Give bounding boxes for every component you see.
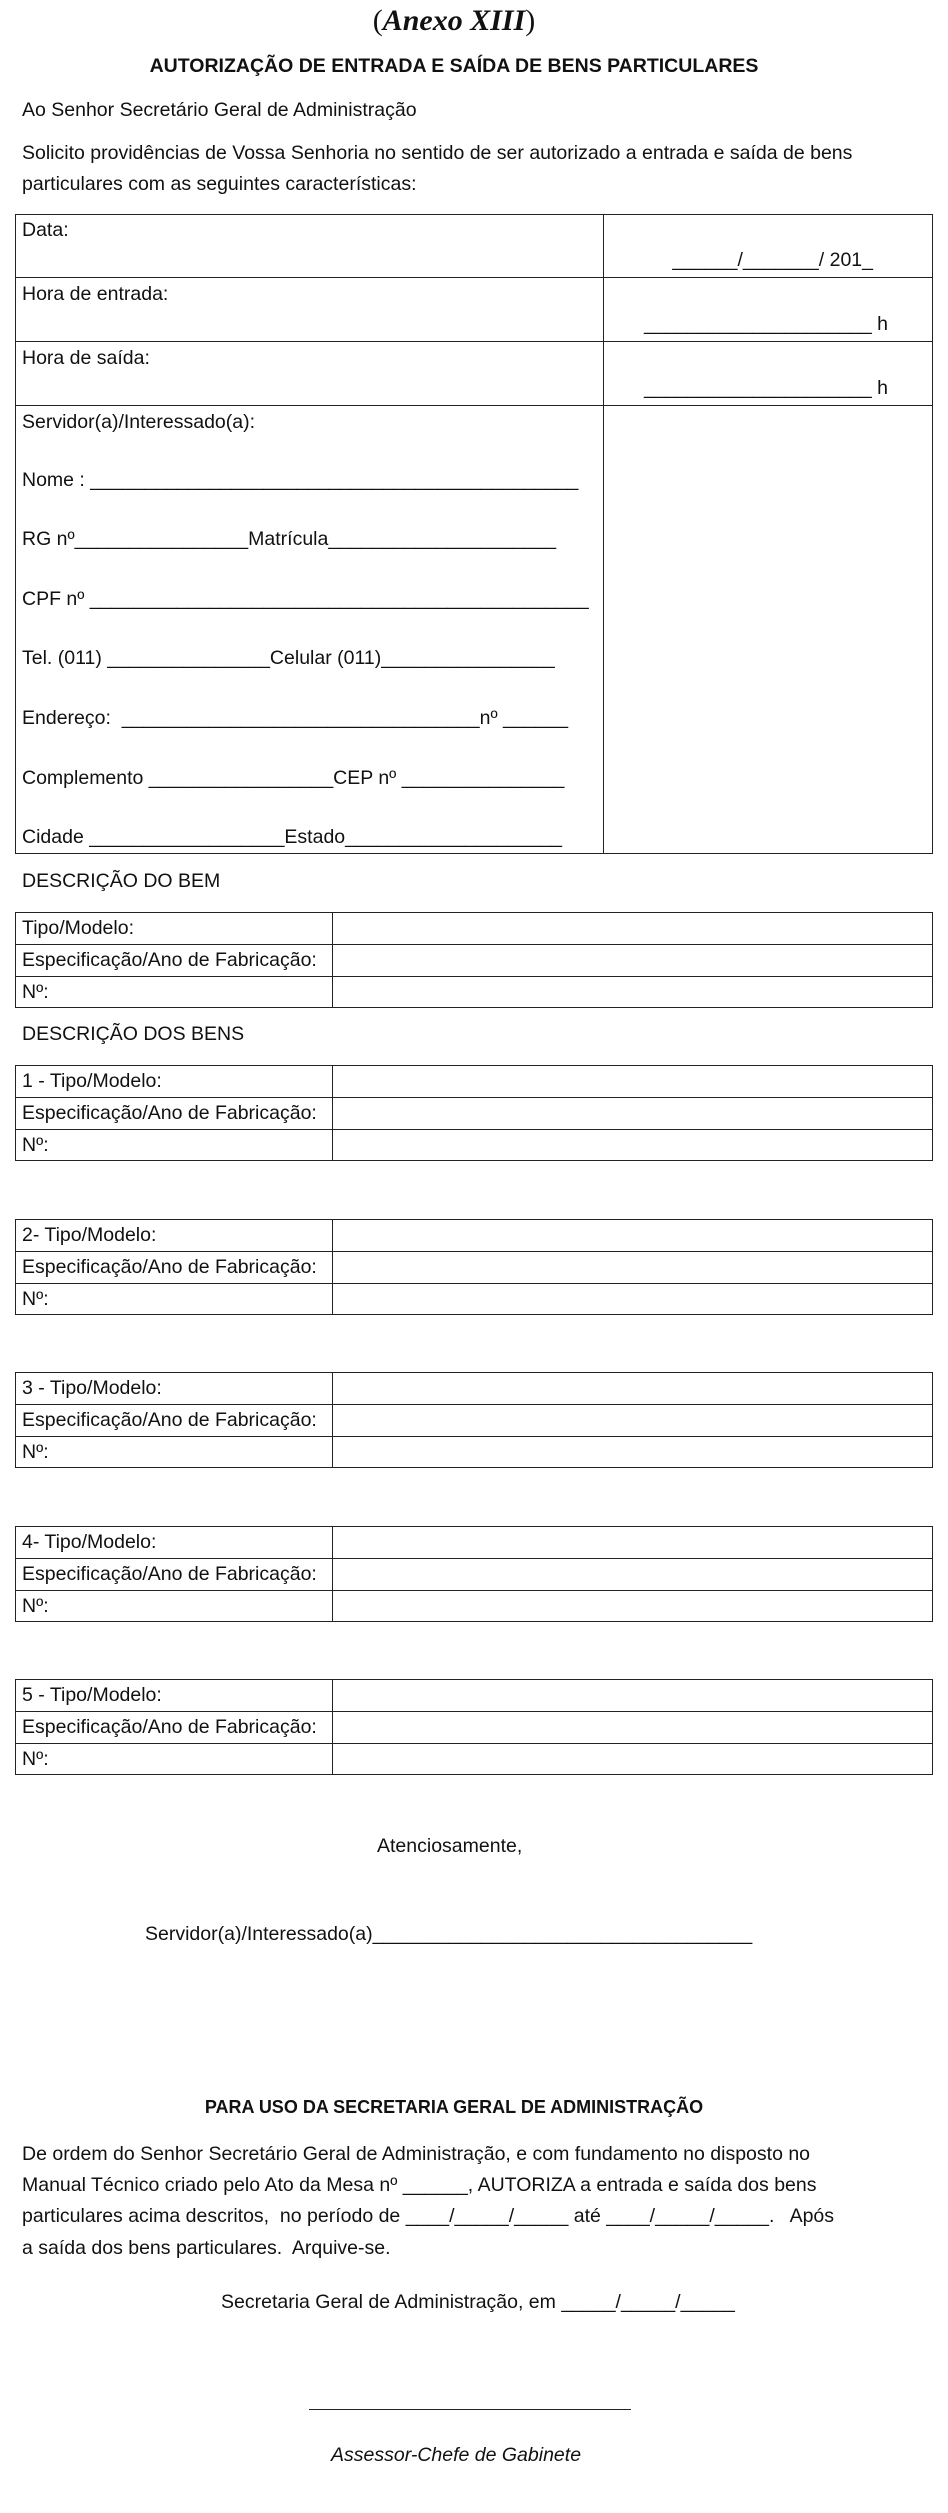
single-item-type-label: Tipo/Modelo: [22, 917, 135, 939]
requester-signature-line[interactable]: Servidor(a)/Interessado(a)___________________________________ [145, 1923, 753, 1945]
document-title: AUTORIZAÇÃO DE ENTRADA E SAÍDA DE BENS PARTICULARES [149, 55, 759, 77]
request-line-1: Solicito providências de Vossa Senhoria no sentido de ser autorizado a entrada e saída de bens [22, 142, 853, 164]
admin-text-line-3: particulares acima descritos, no período de ____/_____/_____ até ____/_____/_____. Após [22, 2205, 835, 2227]
single-item-heading: DESCRIÇÃO DO BEM [22, 870, 221, 892]
single-item-number-label: Nº: [22, 981, 49, 1003]
single-item-spec-input[interactable] [334, 945, 931, 975]
date-field[interactable]: ______/_______/ 201_ [672, 249, 873, 271]
single-item-spec-label: Especificação/Ano de Fabricação: [22, 949, 317, 971]
item-3-type-label: 3 - Tipo/Modelo: [22, 1377, 162, 1399]
admin-text-line-1: De ordem do Senhor Secretário Geral de Administração, e com fundamento no disposto no [22, 2143, 811, 2165]
item-5-type-label: 5 - Tipo/Modelo: [22, 1684, 162, 1706]
multi-items-heading: DESCRIÇÃO DOS BENS [22, 1023, 245, 1045]
item-1-number-label: Nº: [22, 1134, 49, 1156]
item-1-inputs[interactable] [334, 1066, 931, 1160]
exit-time-label: Hora de saída: [22, 347, 150, 369]
single-item-type-input[interactable] [334, 913, 931, 943]
item-5-number-label: Nº: [22, 1748, 49, 1770]
item-3-inputs[interactable] [334, 1373, 931, 1467]
name-field[interactable]: Nome : _____________________________________________ [22, 469, 579, 491]
item-4-type-label: 4- Tipo/Modelo: [22, 1531, 157, 1553]
item-2-inputs[interactable] [334, 1220, 931, 1314]
addressee: Ao Senhor Secretário Geral de Administração [22, 99, 417, 121]
phone-field[interactable]: Tel. (011) _______________Celular (011)________________ [22, 647, 555, 669]
item-1-type-label: 1 - Tipo/Modelo: [22, 1070, 162, 1092]
item-1-spec-label: Especificação/Ano de Fabricação: [22, 1102, 317, 1124]
address-field[interactable]: Endereço: _________________________________nº ______ [22, 707, 569, 729]
city-state-field[interactable]: Cidade __________________Estado____________________ [22, 826, 563, 848]
item-2-spec-label: Especificação/Ano de Fabricação: [22, 1256, 317, 1278]
rg-registration-field[interactable]: RG nº________________Matrícula_____________________ [22, 528, 557, 550]
entry-time-field[interactable]: _____________________ h [643, 313, 888, 335]
entry-time-label: Hora de entrada: [22, 283, 169, 305]
person-label: Servidor(a)/Interessado(a): [22, 411, 256, 433]
main-form-divider [603, 214, 604, 854]
item-4-inputs[interactable] [334, 1527, 931, 1621]
item-5-spec-label: Especificação/Ano de Fabricação: [22, 1716, 317, 1738]
item-3-spec-label: Especificação/Ano de Fabricação: [22, 1409, 317, 1431]
exit-time-field[interactable]: _____________________ h [643, 377, 888, 399]
complement-cep-field[interactable]: Complemento _________________CEP nº _______________ [22, 767, 565, 789]
item-4-number-label: Nº: [22, 1595, 49, 1617]
admin-place-date[interactable]: Secretaria Geral de Administração, em _____/_____/_____ [221, 2291, 735, 2313]
date-label: Data: [22, 219, 69, 241]
admin-text-line-4: a saída dos bens particulares. Arquive-se. [22, 2237, 391, 2259]
cpf-field[interactable]: CPF nº ______________________________________________ [22, 588, 589, 610]
request-line-2: particulares com as seguintes características: [22, 173, 417, 195]
item-5-inputs[interactable] [334, 1680, 931, 1774]
signer-title: Assessor-Chefe de Gabinete [331, 2444, 582, 2466]
regards: Atenciosamente, [377, 1835, 523, 1857]
item-4-spec-label: Especificação/Ano de Fabricação: [22, 1563, 317, 1585]
admin-heading: PARA USO DA SECRETARIA GERAL DE ADMINISTRAÇÃO [204, 2097, 704, 2117]
item-2-type-label: 2- Tipo/Modelo: [22, 1224, 157, 1246]
chief-signature-line[interactable] [309, 2409, 631, 2410]
item-3-number-label: Nº: [22, 1441, 49, 1463]
item-2-number-label: Nº: [22, 1288, 49, 1310]
admin-text-line-2: Manual Técnico criado pelo Ato da Mesa nº ______, AUTORIZA a entrada e saída dos bens [22, 2174, 817, 2196]
single-item-number-input[interactable] [334, 977, 931, 1007]
annex-label: (Anexo XIII) [372, 4, 536, 37]
